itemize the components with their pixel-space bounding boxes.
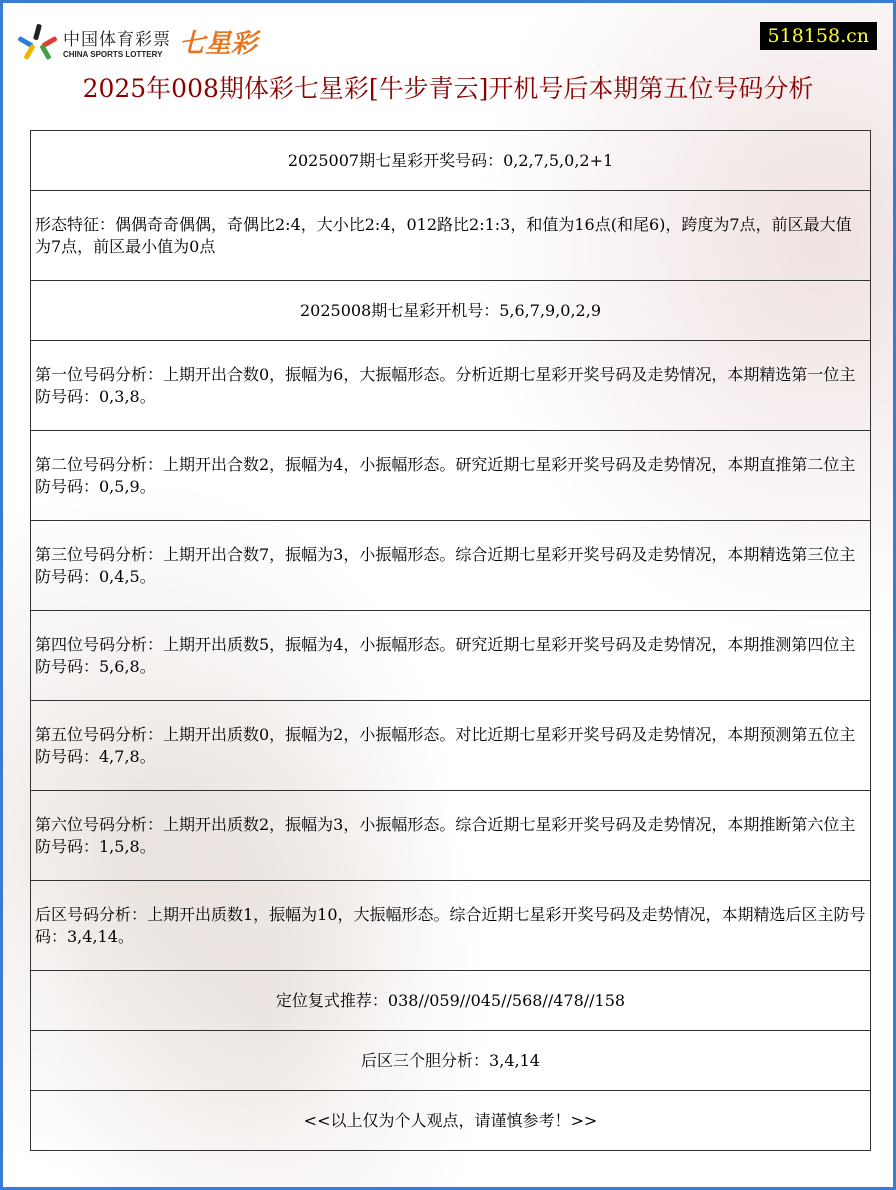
- table-cell: 第四位号码分析：上期开出质数5，振幅为4，小振幅形态。研究近期七星彩开奖号码及走势情况，本期推测第四位主防号码：5,6,8。: [31, 611, 871, 701]
- table-row: [31, 341, 871, 431]
- table-row: [31, 791, 871, 881]
- table-row: [31, 131, 871, 191]
- table-cell: 后区号码分析：上期开出质数1，振幅为10，大振幅形态。综合近期七星彩开奖号码及走势情况，本期精选后区主防号码：3,4,14。: [31, 881, 871, 971]
- table-cell: 定位复式推荐：038//059//045//568//478//158: [31, 971, 871, 1031]
- table-cell: 第三位号码分析：上期开出合数7，振幅为3，小振幅形态。综合近期七星彩开奖号码及走势情况，本期精选第三位主防号码：0,4,5。: [31, 521, 871, 611]
- table-cell: 第六位号码分析：上期开出质数2，振幅为3，小振幅形态。综合近期七星彩开奖号码及走势情况，本期推断第六位主防号码：1,5,8。: [31, 791, 871, 881]
- table-cell: 第一位号码分析：上期开出合数0，振幅为6，大振幅形态。分析近期七星彩开奖号码及走势情况，本期精选第一位主防号码：0,3,8。: [31, 341, 871, 431]
- table-row: [31, 1091, 871, 1151]
- lottery-logo-icon: [21, 24, 57, 60]
- table-cell: 2025008期七星彩开机号：5,6,7,9,0,2,9: [31, 281, 871, 341]
- table-cell: 第二位号码分析：上期开出合数2，振幅为4，小振幅形态。研究近期七星彩开奖号码及走势情况，本期直推第二位主防号码：0,5,9。: [31, 431, 871, 521]
- page-title: 2025年008期体彩七星彩[牛步青云]开机号后本期第五位号码分析: [82, 74, 814, 103]
- table-row: [31, 431, 871, 521]
- table-row: [31, 521, 871, 611]
- table-cell: 2025007期七星彩开奖号码：0,2,7,5,0,2+1: [31, 131, 871, 191]
- table-row: [31, 611, 871, 701]
- china-sports-lottery-logo: [21, 23, 257, 60]
- table-row: [31, 281, 871, 341]
- logo-en-text: CHINA SPORTS LOTTERY: [63, 49, 163, 59]
- site-badge: 518158.cn: [760, 22, 877, 50]
- logo-cn-text: 中国体育彩票: [63, 29, 171, 49]
- table-cell: 后区三个胆分析：3,4,14: [31, 1031, 871, 1091]
- analysis-table: [30, 130, 871, 1151]
- table-row: [31, 881, 871, 971]
- table-row: [31, 1031, 871, 1091]
- table-cell: 形态特征：偶偶奇奇偶偶，奇偶比2:4，大小比2:4，012路比2:1:3，和值为16点(和尾6)，跨度为7点，前区最大值为7点，前区最小值为0点: [31, 191, 871, 281]
- logo-game-text: 七星彩: [179, 28, 258, 58]
- table-row: [31, 191, 871, 281]
- table-cell: <<以上仅为个人观点，请谨慎参考！>>: [31, 1091, 871, 1151]
- table-cell: 第五位号码分析：上期开出质数0，振幅为2，小振幅形态。对比近期七星彩开奖号码及走势情况，本期预测第五位主防号码：4,7,8。: [31, 701, 871, 791]
- table-row: [31, 701, 871, 791]
- table-row: [31, 971, 871, 1031]
